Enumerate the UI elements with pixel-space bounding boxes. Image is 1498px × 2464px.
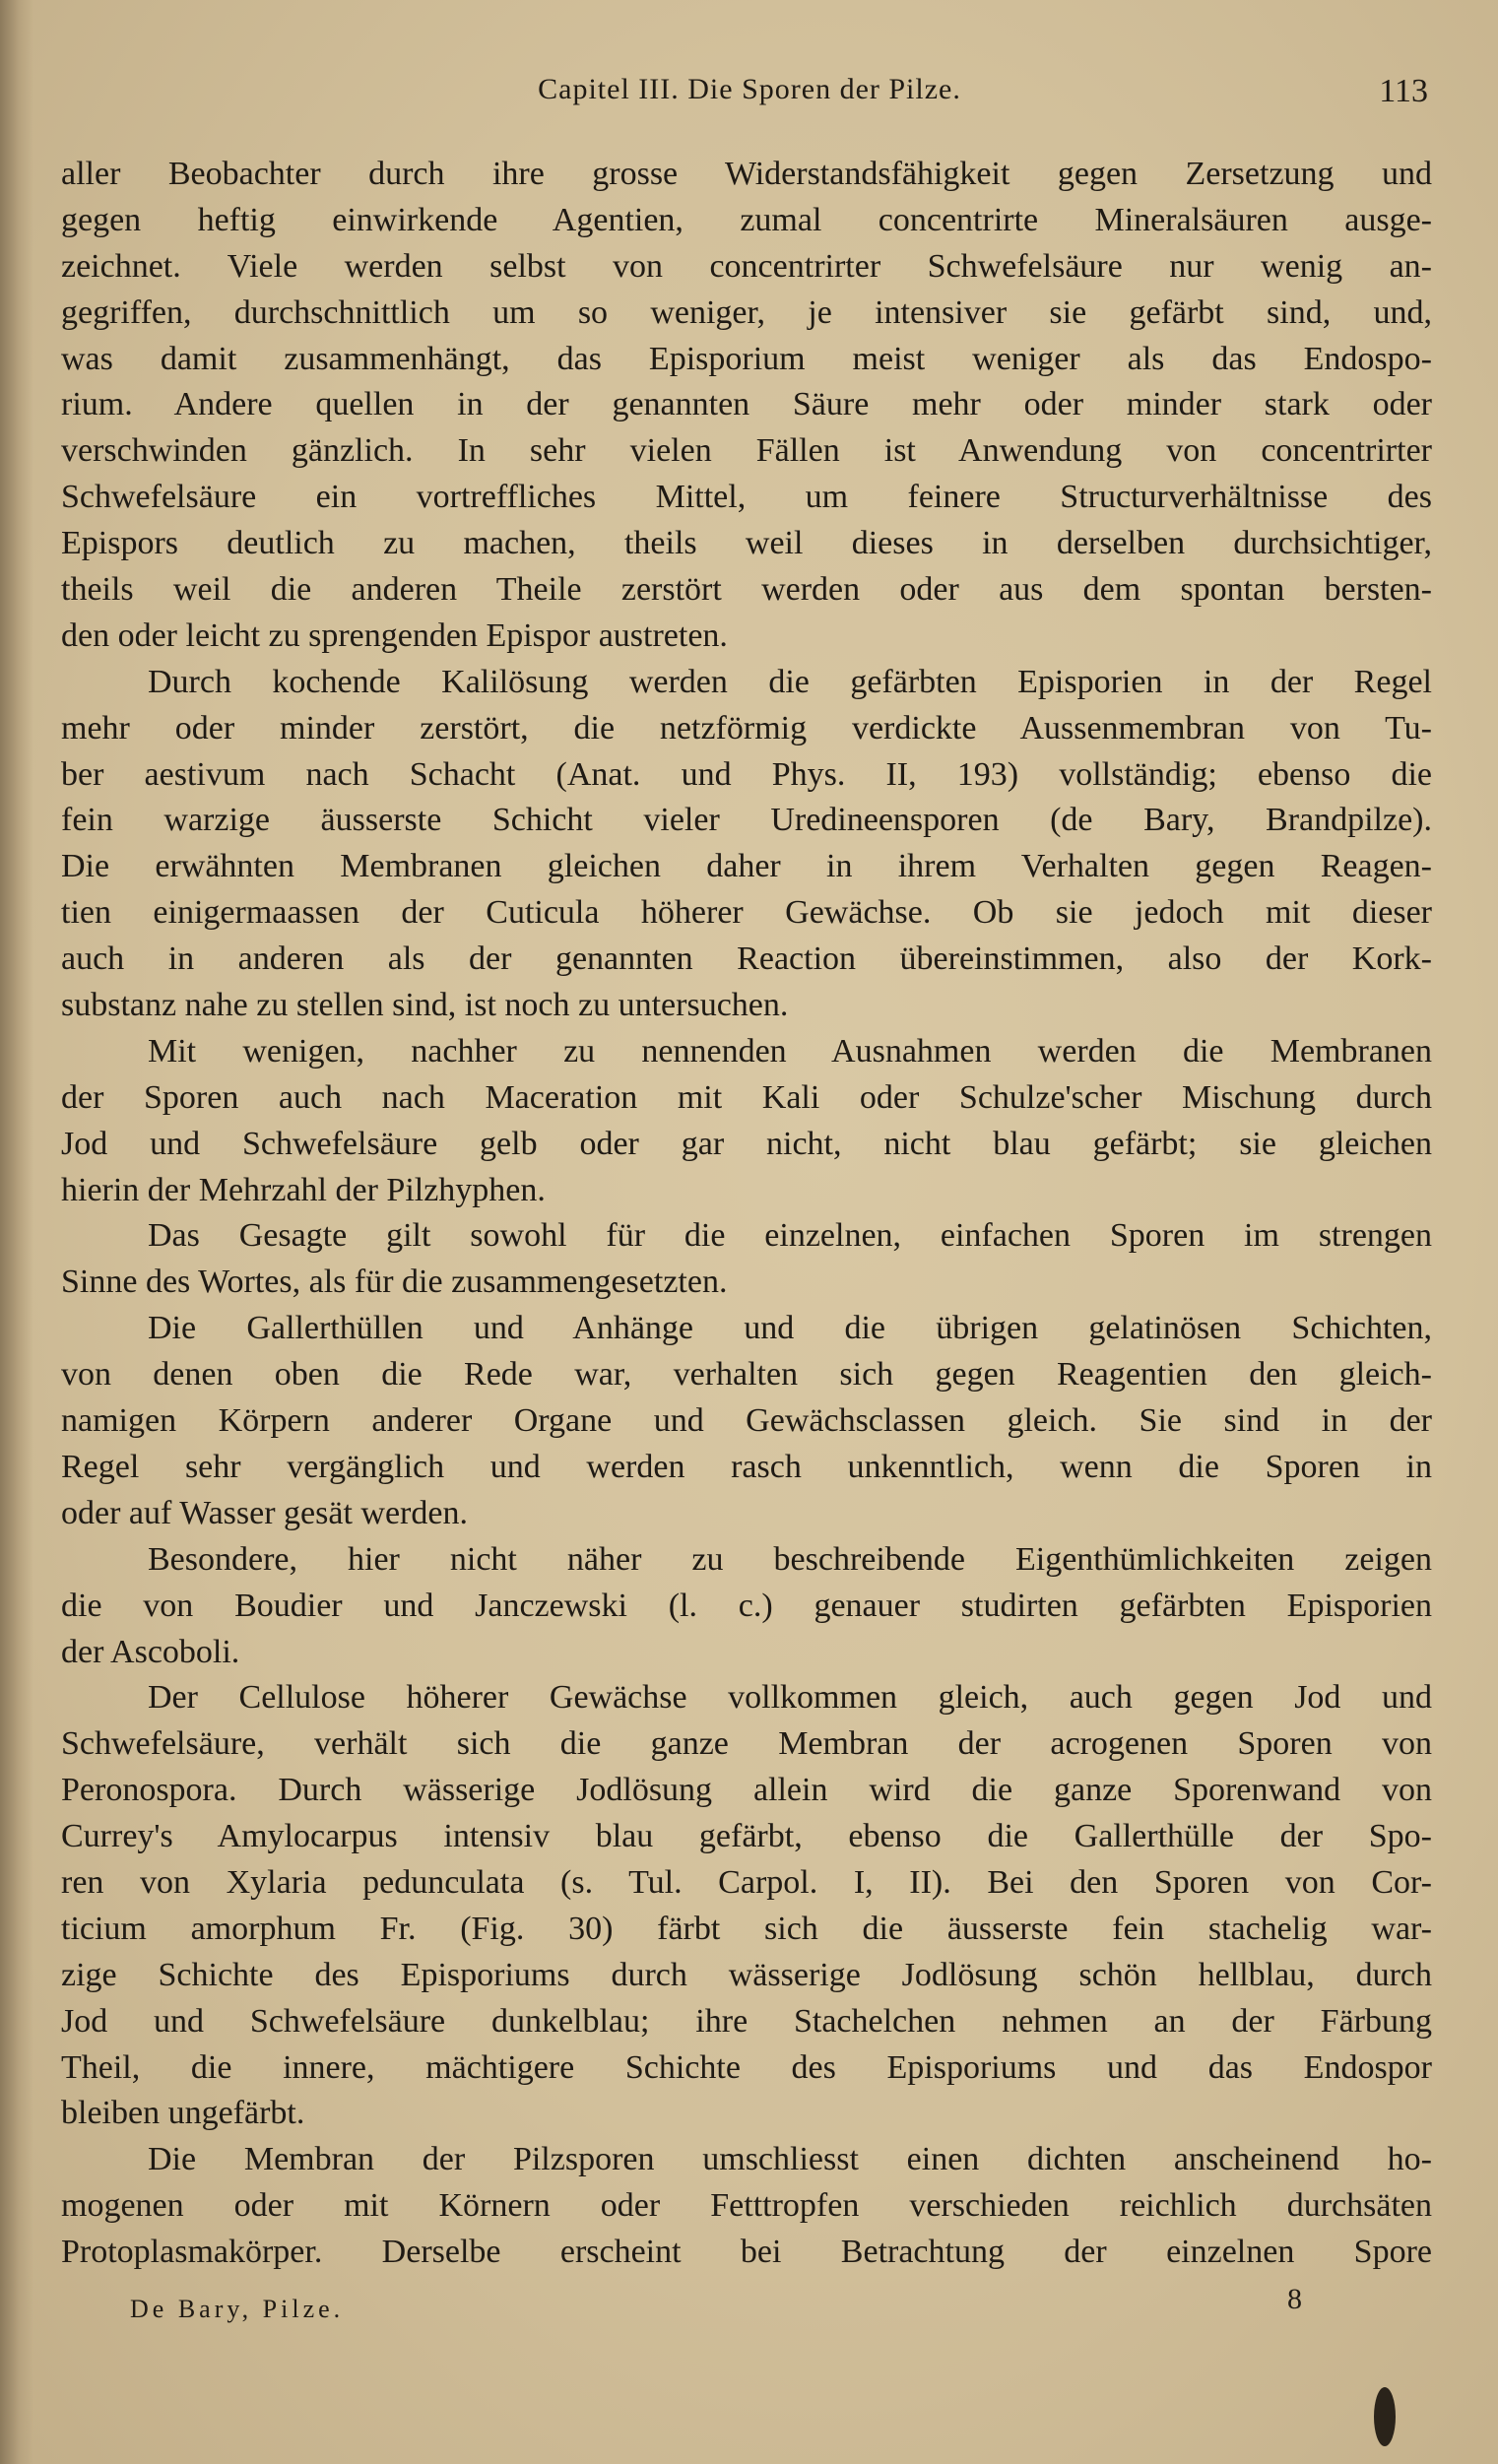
- text-line: Currey's Amylocarpus intensiv blau gefärbt, ebenso die Gallerthülle der Spo-: [61, 1818, 1432, 1855]
- text-line: mogenen oder mit Körnern oder Fetttropfen verschieden reichlich durchsäten: [61, 2187, 1432, 2225]
- text-line: Die Gallerthüllen und Anhänge und die übrigen gelatinösen Schichten,: [148, 1310, 1432, 1347]
- text-line: ber aestivum nach Schacht (Anat. und Phys. II, 193) vollständig; ebenso die: [61, 755, 1432, 793]
- text-line: von denen oben die Rede war, verhalten sich gegen Reagentien den gleich-: [61, 1356, 1432, 1394]
- page-number: 113: [1379, 73, 1428, 109]
- text-line: was damit zusammenhängt, das Episporium meist weniger als das Endospo-: [61, 340, 1432, 377]
- text-line: verschwinden gänzlich. In sehr vielen Fällen ist Anwendung von concentrirter: [61, 432, 1432, 470]
- text-line: fein warzige äusserste Schicht vieler Uredineensporen (de Bary, Brandpilze).: [61, 802, 1432, 839]
- text-line: Besondere, hier nicht näher zu beschreibende Eigenthümlichkeiten zeigen: [148, 1540, 1432, 1578]
- text-line: ticium amorphum Fr. (Fig. 30) färbt sich die äusserste fein stachelig war-: [61, 1910, 1432, 1947]
- text-line: ren von Xylaria pedunculata (s. Tul. Carpol. I, II). Bei den Sporen von Cor-: [61, 1863, 1432, 1901]
- text-line: gegen heftig einwirkende Agentien, zumal concentrirte Mineralsäuren ausge-: [61, 201, 1432, 238]
- text-line: Das Gesagte gilt sowohl für die einzelnen, einfachen Sporen im strengen: [148, 1217, 1432, 1255]
- text-line: namigen Körpern anderer Organe und Gewächsclassen gleich. Sie sind in der: [61, 1402, 1432, 1440]
- text-line: Schwefelsäure, verhält sich die ganze Membran der acrogenen Sporen von: [61, 1725, 1432, 1763]
- text-line: auch in anderen als der genannten Reaction übereinstimmen, also der Kork-: [61, 940, 1432, 978]
- text-line: mehr oder minder zerstört, die netzförmig verdickte Aussenmembran von Tu-: [61, 709, 1432, 746]
- text-line: die von Boudier und Janczewski (l. c.) genauer studirten gefärbten Episporien: [61, 1587, 1432, 1624]
- text-line: Die erwähnten Membranen gleichen daher in ihrem Verhalten gegen Reagen-: [61, 848, 1432, 885]
- text-line: substanz nahe zu stellen sind, ist noch zu untersuchen.: [61, 987, 789, 1024]
- text-line: der Sporen auch nach Maceration mit Kali oder Schulze'scher Mischung durch: [61, 1078, 1432, 1116]
- signature-mark: 8: [1287, 2283, 1302, 2315]
- text-line: der Ascoboli.: [61, 1633, 240, 1670]
- text-line: Jod und Schwefelsäure gelb oder gar nicht, nicht blau gefärbt; sie gleichen: [61, 1125, 1432, 1162]
- text-line: aller Beobachter durch ihre grosse Widerstandsfähigkeit gegen Zersetzung und: [61, 156, 1432, 192]
- page-gutter-shadow: [0, 0, 33, 2464]
- text-line: Die Membran der Pilzsporen umschliesst einen dichten anscheinend ho-: [148, 2141, 1432, 2178]
- text-line: theils weil die anderen Theile zerstört werden oder aus dem spontan bersten-: [61, 571, 1432, 609]
- text-line: zeichnet. Viele werden selbst von concentrirter Schwefelsäure nur wenig an-: [61, 247, 1432, 285]
- text-line: den oder leicht zu sprengenden Epispor austreten.: [61, 616, 728, 654]
- page-footer: [130, 2283, 1302, 2334]
- text-line: Protoplasmakörper. Derselbe erscheint bei Betrachtung der einzelnen Spore: [61, 2234, 1432, 2271]
- text-line: Mit wenigen, nachher zu nennenden Ausnahmen werden die Membranen: [148, 1032, 1432, 1070]
- text-line: Der Cellulose höherer Gewächse vollkommen gleich, auch gegen Jod und: [148, 1679, 1432, 1717]
- text-line: Sinne des Wortes, als für die zusammengesetzten.: [61, 1264, 728, 1301]
- text-line: rium. Andere quellen in der genannten Säure mehr oder minder stark oder: [61, 386, 1432, 423]
- text-line: Regel sehr vergänglich und werden rasch unkenntlich, wenn die Sporen in: [61, 1448, 1432, 1485]
- text-line: hierin der Mehrzahl der Pilzhyphen.: [61, 1171, 546, 1208]
- page-header: [71, 73, 1428, 122]
- text-line: Jod und Schwefelsäure dunkelblau; ihre Stachelchen nehmen an der Färbung: [61, 2002, 1432, 2040]
- body-text: [61, 152, 1432, 2276]
- text-line: tien einigermaassen der Cuticula höherer Gewächse. Ob sie jedoch mit dieser: [61, 894, 1432, 932]
- text-line: Peronospora. Durch wässerige Jodlösung allein wird die ganze Sporenwand von: [61, 1772, 1432, 1809]
- text-line: Durch kochende Kalilösung werden die gefärbten Episporien in der Regel: [148, 663, 1432, 700]
- text-line: zige Schichte des Episporiums durch wässerige Jodlösung schön hellblau, durch: [61, 1956, 1432, 1993]
- text-line: gegriffen, durchschnittlich um so weniger, je intensiver sie gefärbt sind, und,: [61, 293, 1432, 331]
- text-line: bleiben ungefärbt.: [61, 2095, 305, 2132]
- text-line: Epispors deutlich zu machen, theils weil dieses in derselben durchsichtiger,: [61, 525, 1432, 562]
- running-head: Capitel III. Die Sporen der Pilze.: [538, 73, 961, 105]
- text-line: Theil, die innere, mächtigere Schichte des Episporiums und das Endospor: [61, 2048, 1432, 2086]
- ink-spot: [1374, 2387, 1396, 2446]
- text-line: Schwefelsäure ein vortreffliches Mittel, um feinere Structurverhältnisse des: [61, 479, 1432, 516]
- footer-author-title: De Bary, Pilze.: [130, 2295, 345, 2323]
- text-line: oder auf Wasser gesät werden.: [61, 1494, 468, 1531]
